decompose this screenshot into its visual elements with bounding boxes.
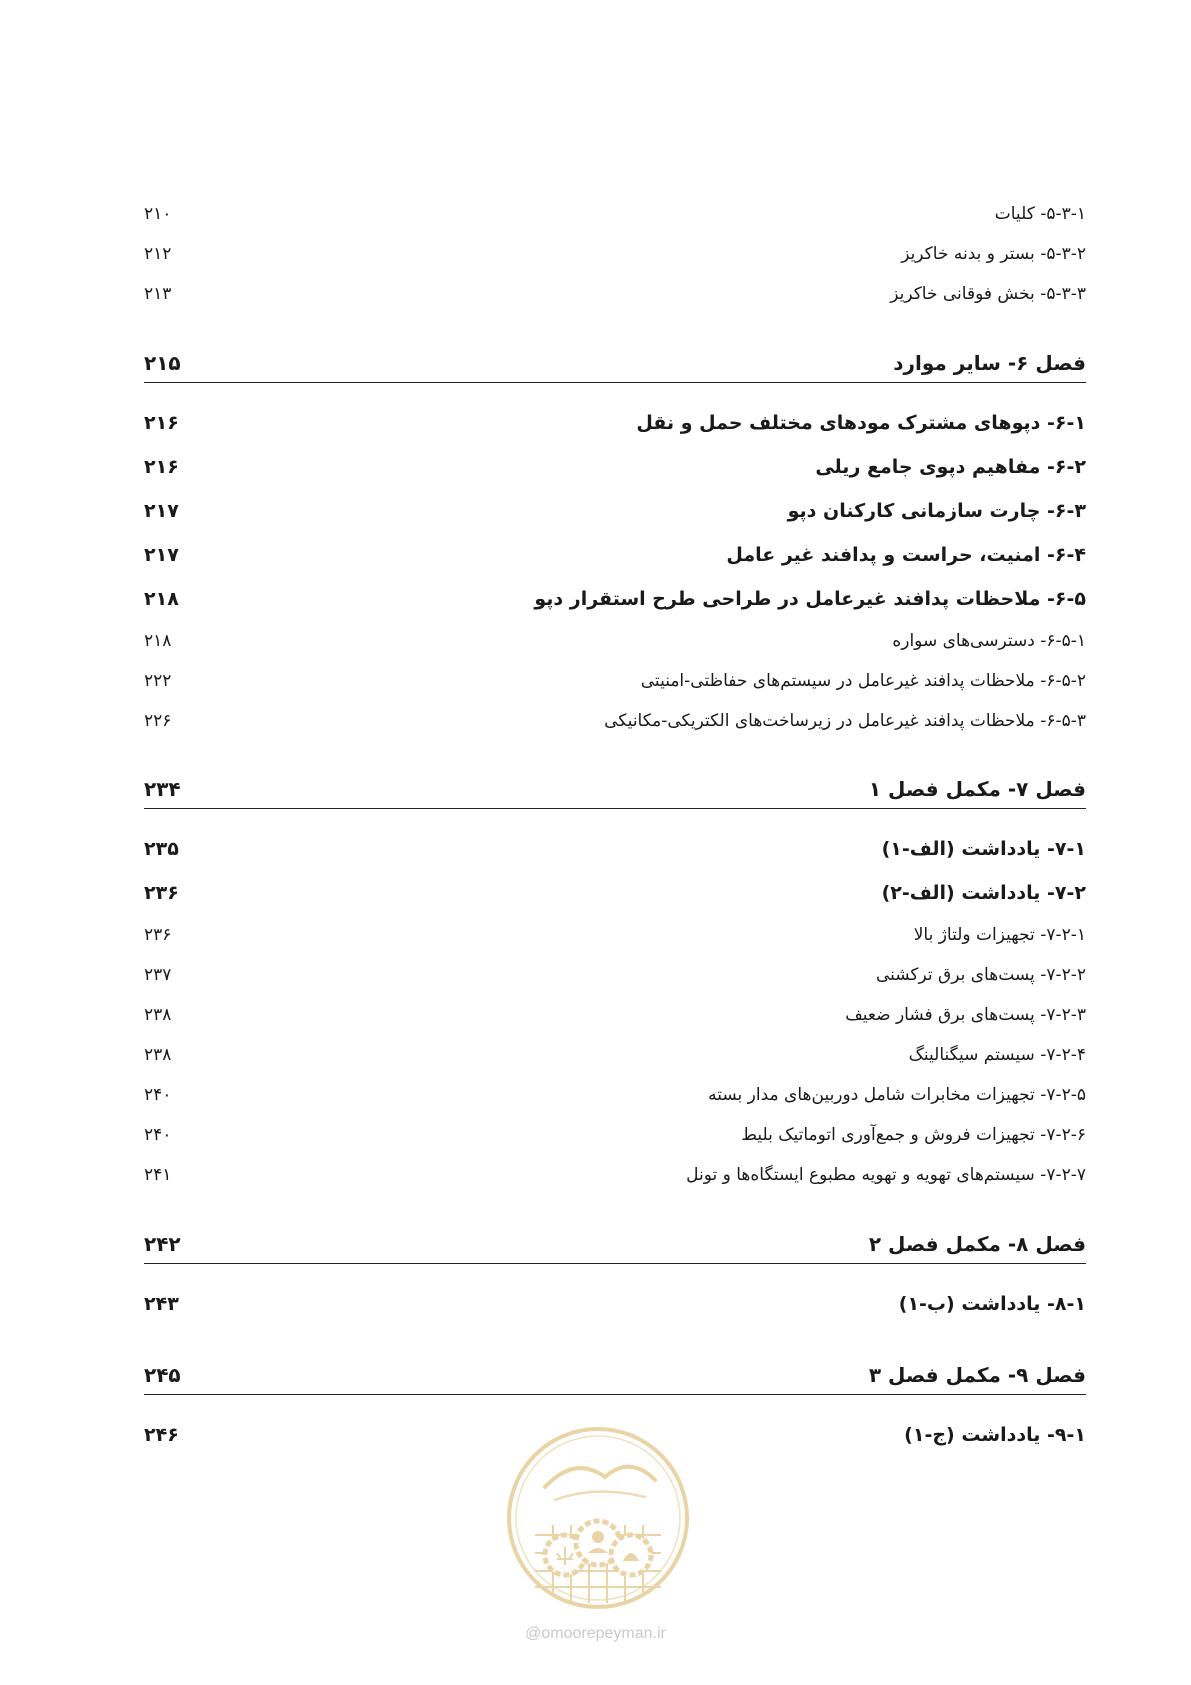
toc-section[interactable] (144, 450, 1086, 484)
toc-entry-title: ۵-۳-۳- بخش فوقانی خاکریز (890, 284, 1086, 304)
toc-chapter[interactable] (144, 1358, 1086, 1395)
toc-chapter-page: ۲۴۲ (144, 1232, 181, 1256)
toc-entry-page: ۲۱۸ (144, 631, 172, 651)
toc-section-page: ۲۳۶ (144, 882, 179, 904)
toc-section-page: ۲۳۵ (144, 838, 179, 860)
toc-entry[interactable] (144, 1038, 1086, 1072)
toc-entry-page: ۲۳۶ (144, 925, 172, 945)
toc-entry-title: ۷-۲-۳- پست‌های برق فشار ضعیف (845, 1005, 1086, 1025)
toc-entry[interactable] (144, 998, 1086, 1032)
toc-section[interactable] (144, 832, 1086, 866)
toc-entry-page: ۲۲۲ (144, 671, 172, 691)
toc-entry-title: ۶-۵-۳- ملاحظات پدافند غیرعامل در زیرساخت‌های الکتریکی-مکانیکی (604, 711, 1086, 731)
watermark-logo-icon (505, 1425, 691, 1611)
toc-entry-title: ۷-۲-۵- تجهیزات مخابرات شامل دوربین‌های مدار بسته (708, 1085, 1086, 1105)
toc-section-title: ۹-۱- یادداشت (ج-۱) (904, 1424, 1086, 1446)
toc-entry-page: ۲۴۱ (144, 1165, 172, 1185)
toc-entry[interactable] (144, 624, 1086, 658)
toc-section[interactable] (144, 406, 1086, 440)
toc-entry-page: ۲۱۲ (144, 244, 172, 264)
toc-entry[interactable] (144, 1118, 1086, 1152)
toc-entry[interactable] (144, 237, 1086, 271)
toc-entry-title: ۷-۲-۲- پست‌های برق ترکشنی (875, 965, 1086, 985)
toc-section[interactable] (144, 876, 1086, 910)
toc-entry-title: ۵-۳-۱- کلیات (994, 204, 1086, 224)
toc-entry-page: ۲۱۰ (144, 204, 172, 224)
toc-entry-title: ۶-۵-۱- دسترسی‌های سواره (892, 631, 1086, 651)
toc-entry[interactable] (144, 1158, 1086, 1192)
toc-section[interactable] (144, 582, 1086, 616)
toc-chapter-page: ۲۳۴ (144, 777, 181, 801)
toc-section-title: ۶-۲- مفاهیم دپوی جامع ریلی (815, 456, 1086, 478)
toc-entry-title: ۷-۲-۶- تجهیزات فروش و جمع‌آوری اتوماتیک بلیط (741, 1125, 1086, 1145)
toc-chapter-page: ۲۴۵ (144, 1363, 181, 1387)
toc-section-page: ۲۱۷ (144, 500, 179, 522)
toc-entry[interactable] (144, 918, 1086, 952)
toc-entry[interactable] (144, 1078, 1086, 1112)
toc-entry-page: ۲۳۷ (144, 965, 172, 985)
toc-chapter[interactable] (144, 1227, 1086, 1264)
toc-entry-page: ۲۳۸ (144, 1045, 172, 1065)
toc-chapter-title: فصل ۷- مکمل فصل ۱ (868, 777, 1086, 801)
toc-section-title: ۷-۱- یادداشت (الف-۱) (881, 838, 1086, 860)
toc-section[interactable] (144, 494, 1086, 528)
toc-entry[interactable] (144, 197, 1086, 231)
toc-entry-title: ۷-۲-۴- سیستم سیگنالینگ (908, 1045, 1086, 1065)
toc-section-page: ۲۱۶ (144, 412, 179, 434)
toc-chapter[interactable] (144, 772, 1086, 809)
toc-entry-page: ۲۳۸ (144, 1005, 172, 1025)
toc-entry-page: ۲۱۳ (144, 284, 172, 304)
toc-chapter[interactable] (144, 346, 1086, 383)
toc-section-page: ۲۱۶ (144, 456, 179, 478)
toc-section-title: ۶-۵- ملاحظات پدافند غیرعامل در طراحی طرح استقرار دپو (534, 588, 1086, 610)
toc-section-title: ۶-۱- دپوهای مشترک مودهای مختلف حمل و نقل (636, 412, 1086, 434)
toc-section-title: ۷-۲- یادداشت (الف-۲) (881, 882, 1086, 904)
toc-chapter-title: فصل ۸- مکمل فصل ۲ (868, 1232, 1086, 1256)
toc-entry-page: ۲۴۰ (144, 1125, 172, 1145)
toc-section-title: ۸-۱- یادداشت (ب-۱) (898, 1293, 1086, 1315)
toc-chapter-title: فصل ۶- سایر موارد (893, 351, 1086, 375)
toc-entry-title: ۷-۲-۷- سیستم‌های تهویه و تهویه مطبوع ایستگاه‌ها و تونل (686, 1165, 1086, 1185)
toc-entry[interactable] (144, 704, 1086, 738)
toc-entry[interactable] (144, 277, 1086, 311)
toc-entry-title: ۷-۲-۱- تجهیزات ولتاژ بالا (913, 925, 1086, 945)
toc-entry[interactable] (144, 958, 1086, 992)
toc-entry-title: ۵-۳-۲- بستر و بدنه خاکریز (901, 244, 1086, 264)
toc-section-page: ۲۱۷ (144, 544, 179, 566)
watermark-site: @omoorepeyman.ir (525, 1625, 666, 1642)
toc-entry-page: ۲۲۶ (144, 711, 172, 731)
toc-section-page: ۲۱۸ (144, 588, 179, 610)
toc-section[interactable] (144, 538, 1086, 572)
toc-section[interactable] (144, 1287, 1086, 1321)
toc-entry-page: ۲۴۰ (144, 1085, 172, 1105)
toc-entry[interactable] (144, 664, 1086, 698)
toc-section-page: ۲۴۶ (144, 1424, 179, 1446)
toc-section-title: ۶-۴- امنیت، حراست و پدافند غیر عامل (726, 544, 1086, 566)
toc-chapter-page: ۲۱۵ (144, 351, 181, 375)
toc-section-title: ۶-۳- چارت سازمانی کارکنان دپو (787, 500, 1086, 522)
toc-chapter-title: فصل ۹- مکمل فصل ۳ (868, 1363, 1086, 1387)
toc-section-page: ۲۴۳ (144, 1293, 179, 1315)
toc-entry-title: ۶-۵-۲- ملاحظات پدافند غیرعامل در سیستم‌های حفاظتی-امنیتی (640, 671, 1086, 691)
